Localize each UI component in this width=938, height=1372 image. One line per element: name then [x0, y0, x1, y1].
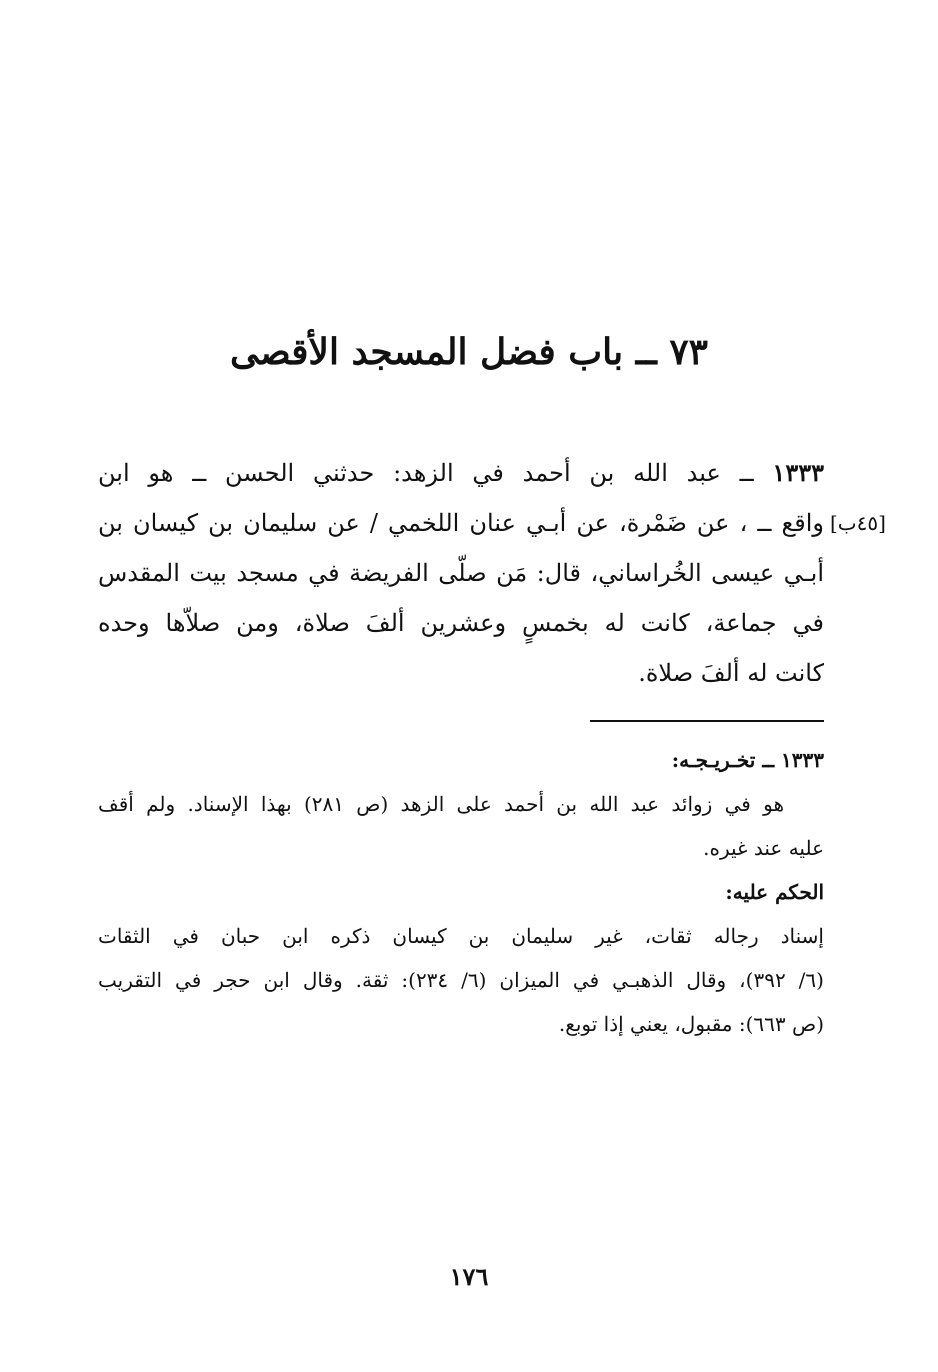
- footnotes: [98, 738, 824, 1046]
- hadith-line-5: كانت له ألفَ صلاة.: [638, 659, 824, 687]
- hadith-line-2: واقع ــ ، عن ضَمْرة، عن أبـي عنان اللخمي / عن سليمان بن كيسان بن: [98, 509, 824, 537]
- takhrij-heading: ١٣٣٣ ــ تخـريـجـه:: [671, 748, 824, 772]
- chapter-title: ٧٣ ــ باب فضل المسجد الأقصى: [229, 331, 708, 373]
- hukm-heading: الحكم عليه:: [725, 880, 824, 904]
- hadith-line-3: أبـي عيسى الخُراساني، قال: مَن صلّى الفريضة في مسجد بيت المقدس: [98, 559, 824, 587]
- hukm-line-2: (٦/ ٣٩٢)، وقال الذهبـي في الميزان (٦/ ٢٣٤): ثقة. وقال ابن حجر في التقريب: [98, 968, 824, 992]
- footnote-divider: [590, 720, 824, 722]
- hukm-line-1: إسناد رجاله ثقات، غير سليمان بن كيسان ذكره ابن حبان في الثقات: [98, 924, 824, 948]
- hadith-line-4: في جماعة، كانت له بخمسٍ وعشرين ألفَ صلاة، ومن صلاّها وحده: [98, 609, 824, 637]
- takhrij-line-1: هو في زوائد عبد الله بن أحمد على الزهد (ص ٢٨١) بهذا الإسناد. ولم أقف: [98, 792, 784, 816]
- hadith-line-1: [98, 448, 824, 498]
- hadith-line-1-text: ــ عبد الله بن أحمد في الزهد: حدثني الحسن ــ هو ابن: [98, 459, 754, 487]
- hadith-text: [98, 448, 824, 698]
- manuscript-folio-note: [٤٥ب]: [830, 511, 886, 535]
- hadith-number: ١٣٣٣: [772, 458, 824, 487]
- page-number: ١٧٦: [449, 1262, 489, 1291]
- hukm-line-3: (ص ٦٦٣): مقبول، يعني إذا توبع.: [558, 1012, 824, 1036]
- takhrij-line-2: عليه عند غيره.: [703, 836, 824, 860]
